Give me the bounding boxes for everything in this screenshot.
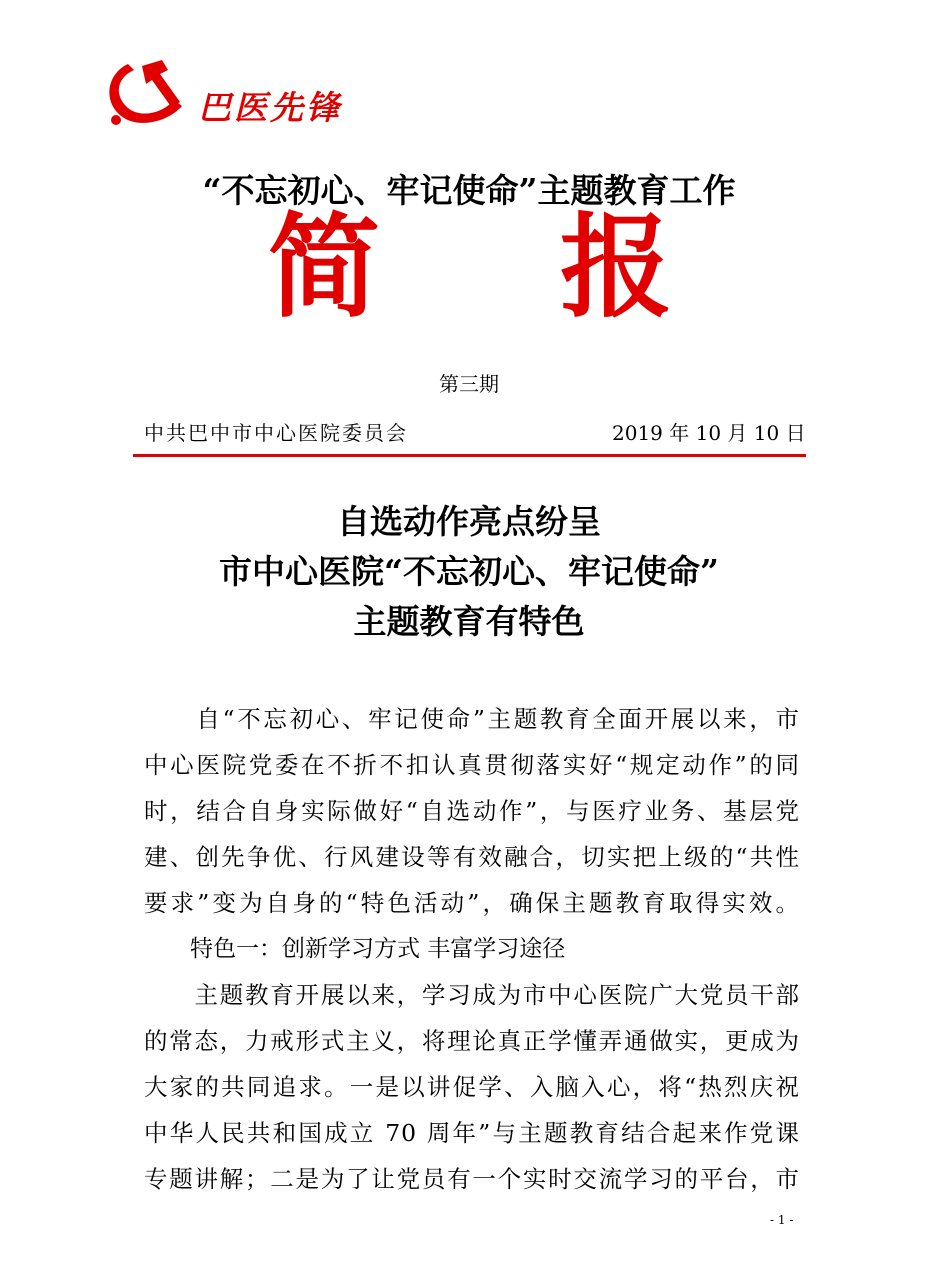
issuing-organization: 中共巴中市中心医院委员会 (144, 421, 408, 445)
body-line: 时，结合自身实际做好“自选动作”，与医疗业务、基层党 (144, 797, 800, 825)
body-line: 的常态，力戒形式主义，将理论真正学懂弄通做实，更成为 (144, 1027, 800, 1055)
headline-line-1: 自选动作亮点纷呈 (337, 502, 601, 541)
body-line: 专题讲解；二是为了让党员有一个实时交流学习的平台，市 (144, 1165, 800, 1193)
body-line: 自“不忘初心、牢记使命”主题教育全面开展以来，市 (144, 705, 800, 733)
bulletin-series-title: “不忘初心、牢记使命”主题教育工作 (202, 171, 736, 210)
body-line: 建、创先争优、行风建设等有效融合，切实把上级的“共性 (144, 843, 800, 871)
body-line: 中华人民共和国成立 70 周年”与主题教育结合起来作党课 (144, 1119, 800, 1147)
headline-line-2: 市中心医院“不忘初心、牢记使命” (219, 552, 719, 591)
logo-text: 巴医先锋 (198, 88, 342, 127)
issue-date: 2019 年 10 月 10 日 (612, 421, 806, 445)
body-line: 中心医院党委在不折不扣认真贯彻落实好“规定动作”的同 (144, 751, 800, 779)
issue-number: 第三期 (439, 372, 499, 396)
bulletin-title-char-1: 简 (268, 202, 380, 333)
bulletin-title-char-2: 报 (560, 202, 672, 333)
page-number: - 1 - (770, 1213, 794, 1227)
body-line: 要求”变为自身的“特色活动”，确保主题教育取得实效。 (144, 889, 800, 917)
section-subheading: 特色一：创新学习方式 丰富学习途径 (190, 936, 566, 962)
headline-line-3: 主题教育有特色 (353, 602, 585, 641)
header-divider (133, 454, 806, 457)
body-line: 主题教育开展以来，学习成为市中心医院广大党员干部 (144, 981, 800, 1009)
body-line: 大家的共同追求。一是以讲促学、入脑入心，将“热烈庆祝 (144, 1073, 800, 1101)
hammer-sickle-icon (98, 56, 198, 128)
